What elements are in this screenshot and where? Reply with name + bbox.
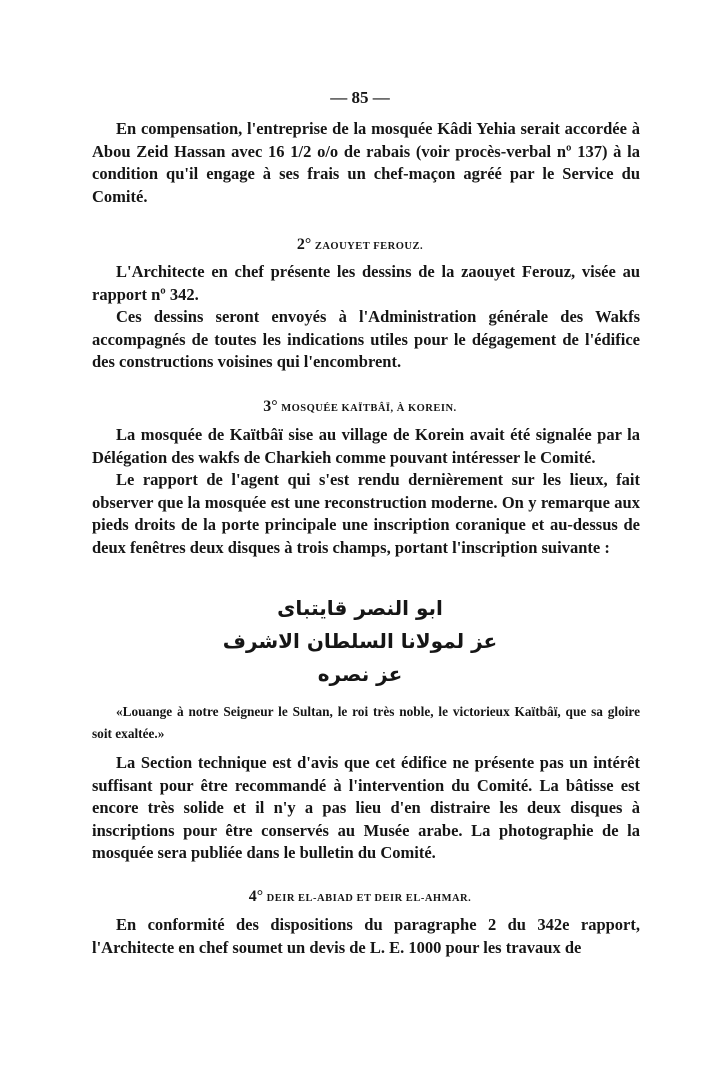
section-2-number: 2° bbox=[296, 236, 312, 253]
section-2-paragraph-1: L'Architecte en chef présente les dessins de la zaouyet Ferouz, visée au rapport nº 342. bbox=[92, 262, 640, 304]
section-4-title: DEIR EL-ABIAD ET DEIR EL-AHMAR. bbox=[266, 893, 472, 904]
page-number: — 85 — bbox=[330, 88, 390, 107]
section-2-heading bbox=[0, 236, 720, 254]
section-3-heading bbox=[0, 398, 720, 416]
section-3-body bbox=[92, 424, 640, 560]
section-4-body bbox=[92, 914, 640, 959]
arabic-inscription-line-3: عز نصره bbox=[317, 662, 403, 686]
section-2-paragraph-2: Ces dessins seront envoyés à l'Administration générale des Wakfs accompagnés de toutes les indications utiles pour le dégagement de l'édifice des constructions voisines qui l'encombrent. bbox=[92, 307, 640, 372]
section-3-paragraph-1: La mosquée de Kaïtbâï sise au village de Korein avait été signalée par la Délégation des wakfs de Charkieh comme pouvant intéresser le Comité. bbox=[92, 425, 640, 467]
section-3-title: MOSQUÉE KAÏTBÂÏ, À KOREIN. bbox=[281, 403, 457, 414]
section-3-conclusion: La Section technique est d'avis que cet édifice ne présente pas un intérêt suffisant pour être recommandé à l'intervention du Comité. La bâtisse est encore très solide et il n'y a pas lieu d'en distraire les deux disques à inscriptions pour être conservés au Musée arabe. La photographie de la mosquée sera publiée dans le bulletin du Comité. bbox=[92, 753, 640, 863]
section-4-paragraph-1: En conformité des dispositions du paragraphe 2 du 342e rapport, l'Architecte en chef soumet un devis de L. E. 1000 pour les travaux de bbox=[92, 915, 640, 957]
section-3-paragraph-2: Le rapport de l'agent qui s'est rendu dernièrement sur les lieux, fait observer que la mosquée est une reconstruction moderne. On y remarque aux pieds droits de la porte principale une inscription coranique et au-dessus de deux fenêtres deux disques à trois champs, portant l'inscription suivante : bbox=[92, 470, 640, 557]
intro-paragraph: En compensation, l'entreprise de la mosquée Kâdi Yehia serait accordée à Abou Zeid Hassan avec 16 1/2 o/o de rabais (voir procès-verbal nº 137) à la condition qu'il engage à ses frais un chef-maçon agréé par le Service du Comité. bbox=[92, 119, 640, 206]
section-3-number: 3° bbox=[263, 398, 278, 415]
section-4-heading bbox=[0, 888, 720, 906]
section-2-title: ZAOUYET FEROUZ. bbox=[314, 241, 424, 252]
translation-block bbox=[92, 701, 640, 745]
section-4-number: 4° bbox=[248, 888, 264, 905]
intro-block bbox=[92, 118, 640, 208]
arabic-inscription-line-2: عز لمولانا السلطان الاشرف bbox=[222, 629, 498, 653]
inscription-translation: «Louange à notre Seigneur le Sultan, le roi très noble, le victorieux Kaïtbâï, que sa gloire soit exaltée.» bbox=[92, 704, 640, 741]
arabic-inscription-line-1: ابو النصر قايتباى bbox=[277, 596, 443, 620]
section-3-conclusion-block bbox=[92, 752, 640, 865]
section-2-body bbox=[92, 261, 640, 374]
